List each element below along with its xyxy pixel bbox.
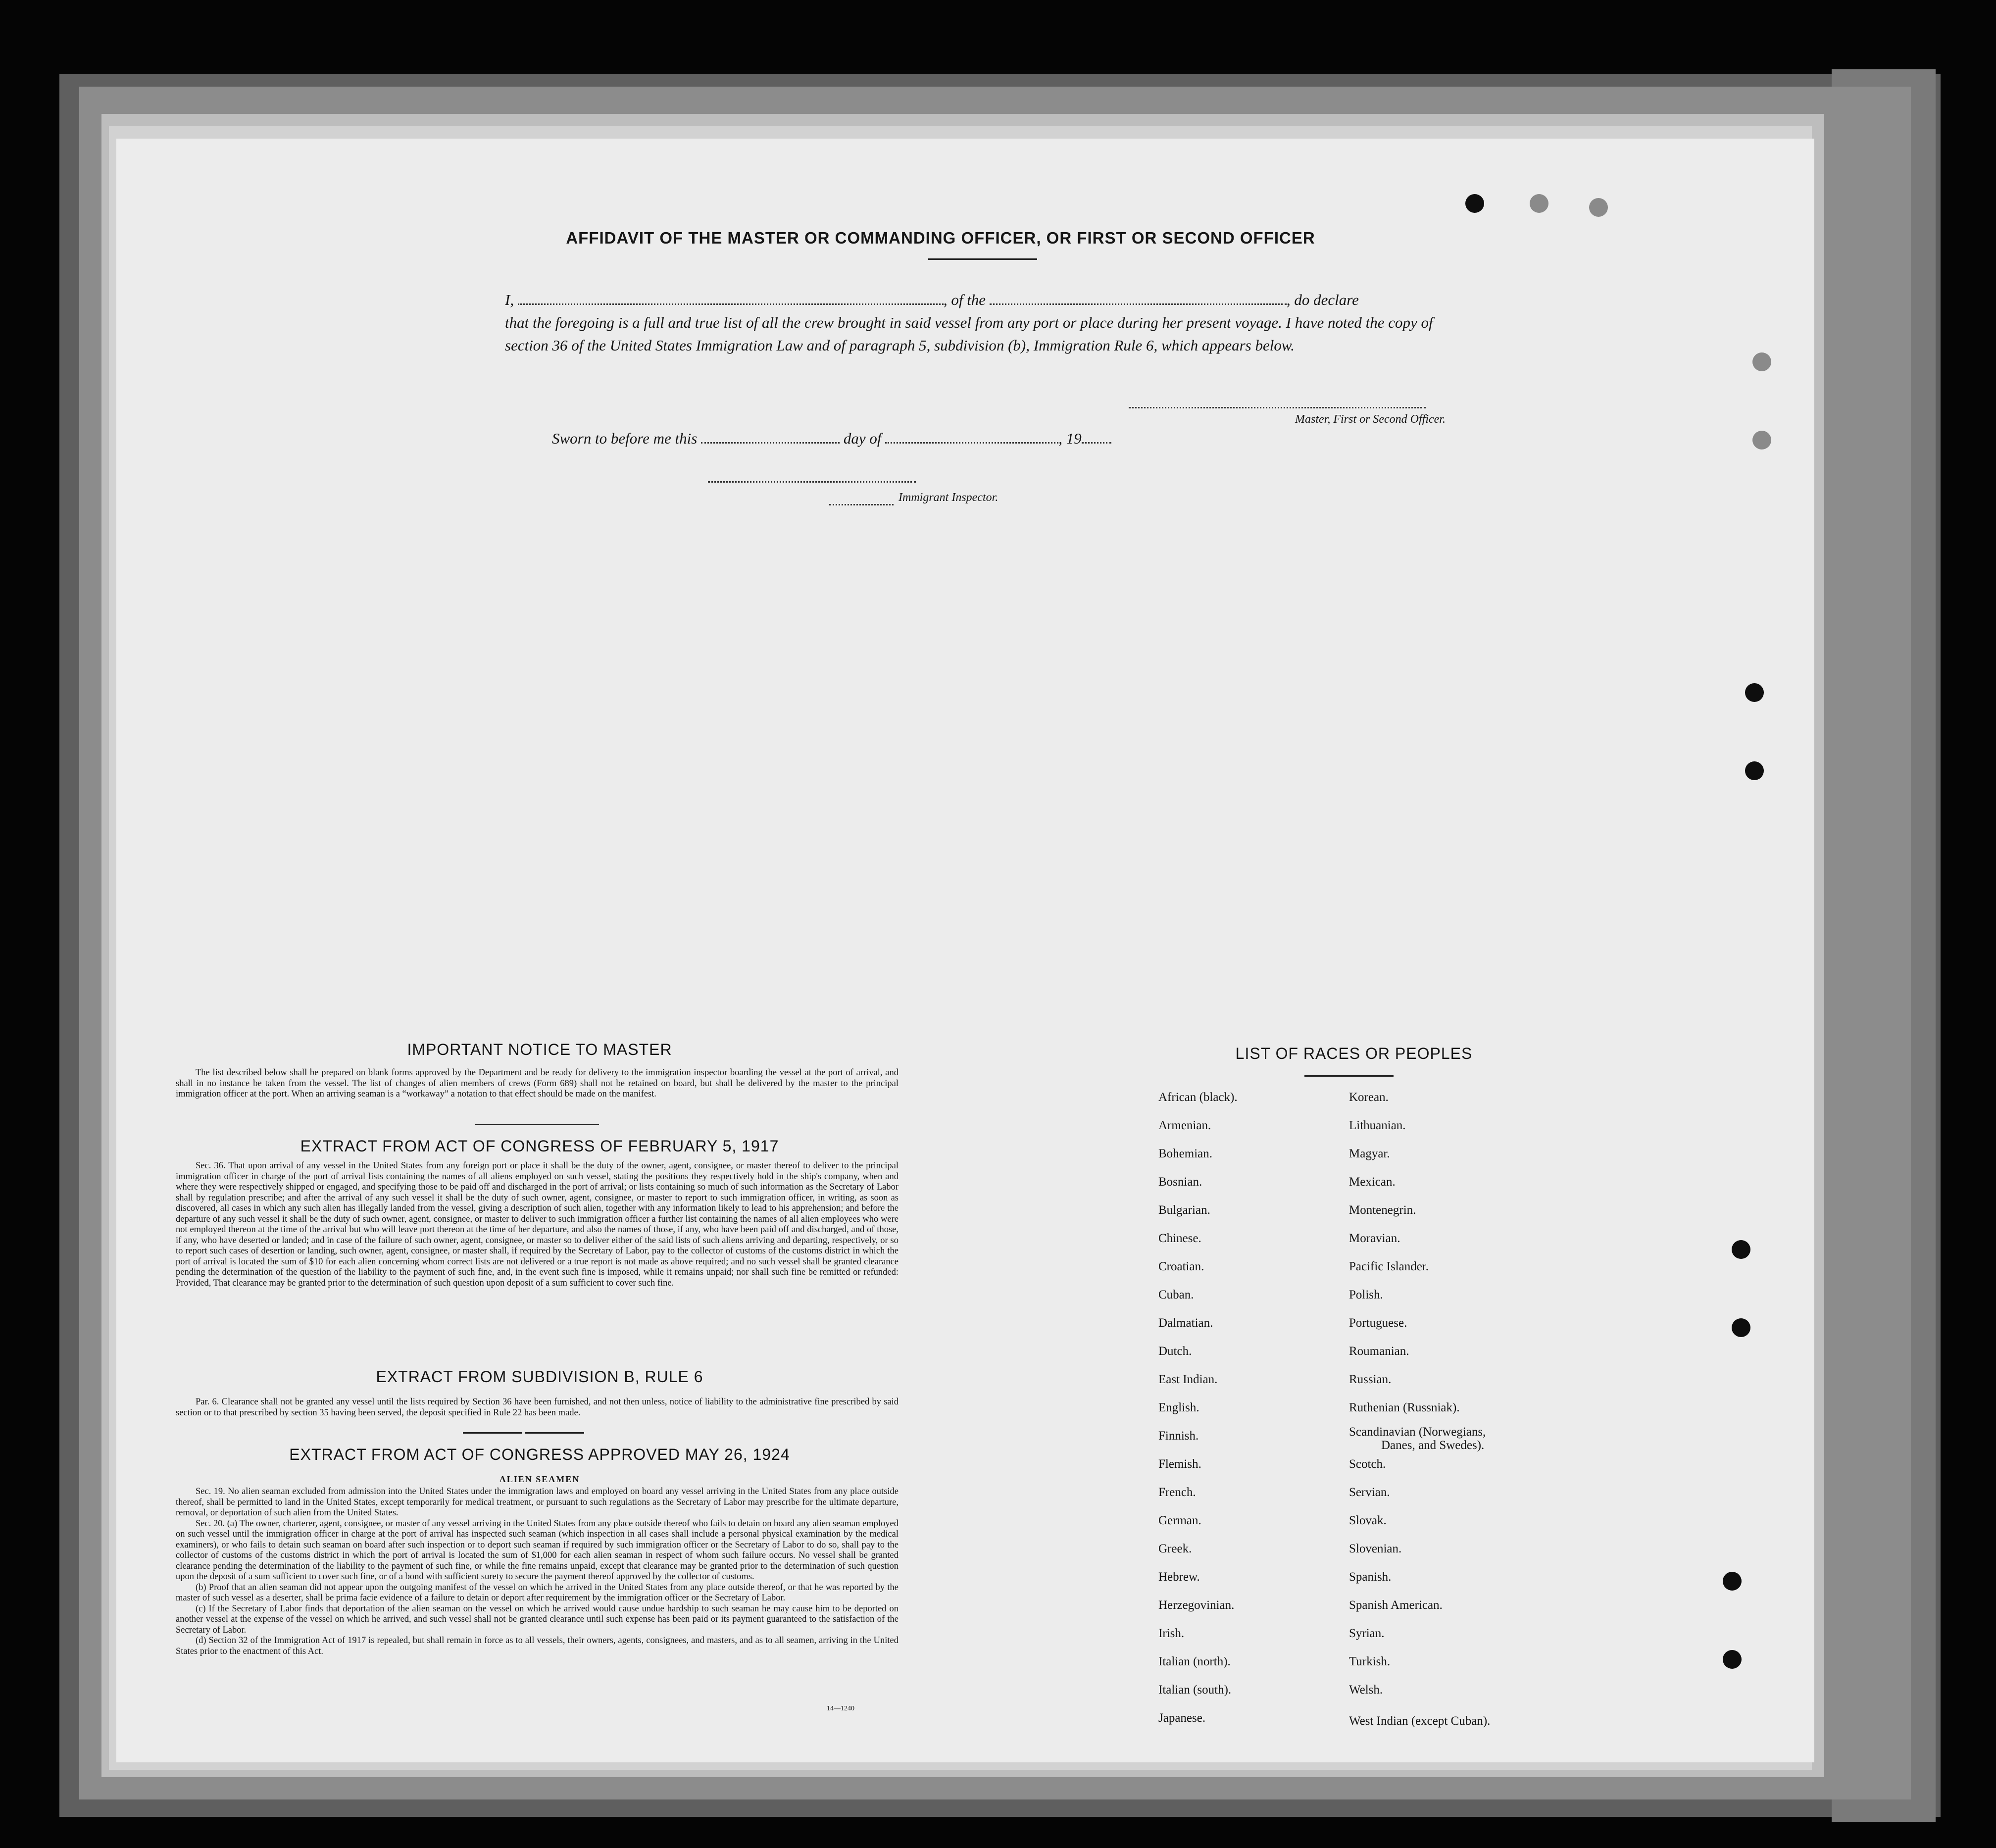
race-item: Roumanian. <box>1349 1345 1409 1358</box>
punch-hole <box>1745 761 1764 780</box>
race-item: Italian (south). <box>1158 1683 1232 1697</box>
sec-20d-text: (d) Section 32 of the Immigration Act of 1917 is repealed, but shall remain in force as to all vessels, their owners, agents, consignees, and masters, and as to all seamen, arriving in the United States prior to the enactment of this Act. <box>176 1636 898 1656</box>
race-item: Pacific Islander. <box>1349 1260 1429 1273</box>
sec-20a-text: Sec. 20. (a) The owner, charterer, agent, consignee, or master of any vessel arriving in the United States from any place outside thereof who fails to detain on board any alien seaman employed on such vessel until the immigration officer in charge at the port of arrival has inspected such seaman (which inspection in all cases shall include a personal physical examination by the medical examiners), or who fails to detain such seaman on board after such inspection or to deport such seaman if required by such immigration officer or the Secretary of Labor to do so, shall pay to the collector of customs of the customs district in which the port of arrival is located the sum of $1,000 for each alien seaman in respect of whom such failure occurs. No vessel shall be granted clearance pending the determination of the liability to the payment of such fine, or while the fine remains unpaid, except that clearance may be granted prior to the determination of such question upon the deposit of a sum sufficient to cover such fine, or of a bond with sufficient surety to secure the payment thereof approved by the collector of customs. <box>176 1518 898 1582</box>
affidavit-title: AFFIDAVIT OF THE MASTER OR COMMANDING OFFICER, OR FIRST OR SECOND OFFICER <box>566 229 1315 247</box>
extract-1924-title: EXTRACT FROM ACT OF CONGRESS APPROVED MAY 26, 1924 <box>289 1446 790 1463</box>
i-label: I, <box>505 291 514 308</box>
race-item: Moravian. <box>1349 1232 1400 1245</box>
race-item: East Indian. <box>1158 1373 1218 1386</box>
of-the-label: , of the <box>943 291 986 308</box>
extract-rule6-block <box>176 1397 898 1418</box>
race-item: Montenegrin. <box>1349 1203 1416 1217</box>
race-item: Servian. <box>1349 1486 1390 1499</box>
races-title: LIST OF RACES OR PEOPLES <box>1235 1045 1473 1062</box>
race-item: Danes, and Swedes). <box>1381 1439 1485 1452</box>
affidavit-first-line <box>505 289 1446 311</box>
race-item: African (black). <box>1158 1091 1238 1104</box>
race-item: Chinese. <box>1158 1232 1201 1245</box>
vessel-blank <box>990 293 1287 305</box>
race-item: Slovenian. <box>1349 1542 1402 1555</box>
race-item: Spanish. <box>1349 1570 1392 1584</box>
inspector-signature-line <box>708 481 916 483</box>
affidavit-statement <box>505 289 1446 357</box>
punch-hole <box>1732 1240 1750 1259</box>
race-item: Greek. <box>1158 1542 1192 1555</box>
notice-text: The list described below shall be prepared on blank forms approved by the Department and be ready for delivery to the immigration inspector boarding the vessel at the port of arrival, and shall in no instance be taken from the vessel. The list of changes of alien members of crews (Form 689) shall not be retained on board, but shall be delivered by the master to the principal immigration officer at the port. When an arriving seaman is a “workaway” a notation to that effect should be made on the manifest. <box>176 1068 898 1099</box>
race-item: Flemish. <box>1158 1457 1201 1471</box>
race-item: French. <box>1158 1486 1196 1499</box>
race-item: Bulgarian. <box>1158 1203 1210 1217</box>
name-blank <box>518 293 944 305</box>
sec-20c-text: (c) If the Secretary of Labor finds that deportation of the alien seaman on the vessel on which he arrived would cause undue hardship to such seaman he may cause him to be deported on another vessel at the expense of the vessel on which he arrived, and such vessel shall not be granted clearance until such expense has been paid or its payment guaranteed to the satisfaction of the Secretary of Labor. <box>176 1603 898 1635</box>
race-item: Polish. <box>1349 1288 1383 1301</box>
section-divider <box>525 1432 584 1434</box>
affidavit-body: that the foregoing is a full and true list of all the crew brought in said vessel from any port or place during her present voyage. I have noted the copy of section 36 of the United States Immigration Law and of paragraph 5, subdivision (b), Immigration Rule 6, which appears below. <box>505 314 1433 354</box>
title-divider <box>928 258 1037 260</box>
extract-1917-title: EXTRACT FROM ACT OF CONGRESS OF FEBRUARY 5, 1917 <box>300 1137 779 1155</box>
race-item: Mexican. <box>1349 1175 1396 1189</box>
punch-hole <box>1589 198 1608 217</box>
race-item: Portuguese. <box>1349 1316 1407 1330</box>
do-declare-label: , do declare <box>1286 291 1359 308</box>
race-item: Irish. <box>1158 1627 1185 1640</box>
race-item: Scandinavian (Norwegians, <box>1349 1425 1486 1439</box>
signature-line <box>1129 407 1426 408</box>
punch-hole <box>1465 194 1484 213</box>
punch-hole <box>1732 1318 1750 1337</box>
race-item: West Indian (except Cuban). <box>1349 1714 1491 1728</box>
race-item: Italian (north). <box>1158 1655 1231 1668</box>
race-item: Bohemian. <box>1158 1147 1213 1160</box>
inspector-signature-line <box>829 504 894 505</box>
race-item: English. <box>1158 1401 1199 1414</box>
sec-20b-text: (b) Proof that an alien seaman did not appear upon the outgoing manifest of the vessel on which he arrived in the United States from any place outside thereof, or that he was reported by the master of such vessel as a deserter, shall be prima facie evidence of a failure to detain or deport after requirement by the immigration officer or the Secretary of Labor. <box>176 1582 898 1603</box>
sworn-prefix: Sworn to before me this <box>552 430 698 447</box>
year-prefix: , 19 <box>1058 430 1082 447</box>
extract-1917-block <box>176 1161 898 1289</box>
race-item: Dutch. <box>1158 1345 1192 1358</box>
section-divider <box>463 1432 522 1434</box>
race-item: Magyar. <box>1349 1147 1390 1160</box>
year-blank <box>1082 431 1111 444</box>
race-item: Bosnian. <box>1158 1175 1202 1189</box>
race-item: Finnish. <box>1158 1429 1199 1443</box>
race-item: German. <box>1158 1514 1201 1527</box>
inspector-label: Immigrant Inspector. <box>898 491 998 504</box>
race-item: Armenian. <box>1158 1119 1211 1132</box>
race-item: Dalmatian. <box>1158 1316 1213 1330</box>
form-number: 14—1240 <box>827 1705 854 1712</box>
race-item: Herzegovinian. <box>1158 1598 1235 1612</box>
punch-hole <box>1752 431 1771 450</box>
punch-hole <box>1723 1650 1742 1669</box>
signature-label: Master, First or Second Officer. <box>1295 413 1446 426</box>
race-item: Lithuanian. <box>1349 1119 1406 1132</box>
race-item: Hebrew. <box>1158 1570 1200 1584</box>
race-item: Russian. <box>1349 1373 1392 1386</box>
alien-seamen-heading: ALIEN SEAMEN <box>499 1474 580 1484</box>
race-item: Spanish American. <box>1349 1598 1443 1612</box>
race-item: Welsh. <box>1349 1683 1383 1697</box>
punch-hole <box>1752 352 1771 371</box>
extract-rule6-title: EXTRACT FROM SUBDIVISION B, RULE 6 <box>376 1368 703 1386</box>
race-item: Slovak. <box>1349 1514 1387 1527</box>
race-item: Turkish. <box>1349 1655 1391 1668</box>
extract-1924-block <box>176 1487 898 1657</box>
month-blank <box>885 431 1058 444</box>
race-item: Japanese. <box>1158 1711 1206 1725</box>
notice-title: IMPORTANT NOTICE TO MASTER <box>407 1041 672 1058</box>
race-item: Scotch. <box>1349 1457 1386 1471</box>
punch-hole <box>1530 194 1548 213</box>
race-item: Korean. <box>1349 1091 1389 1104</box>
race-item: Croatian. <box>1158 1260 1204 1273</box>
notice-text-block <box>176 1068 898 1100</box>
day-blank <box>701 431 840 444</box>
sworn-line <box>552 430 1295 448</box>
section-divider <box>475 1124 599 1125</box>
punch-hole <box>1745 683 1764 702</box>
extract-rule6-text: Par. 6. Clearance shall not be granted any vessel until the lists required by Section 36 have been furnished, and not then unless, notice of liability to the administrative fine prescribed by said section or to that prescribed by section 35 having been served, the deposit specified in Rule 22 has been made. <box>176 1397 898 1418</box>
races-divider <box>1304 1075 1394 1077</box>
race-item: Ruthenian (Russniak). <box>1349 1401 1460 1414</box>
extract-1917-text: Sec. 36. That upon arrival of any vessel in the United States from any foreign port or place it shall be the duty of the owner, agent, consignee, or master thereof to deliver to the principal immigration officer in charge of the port of arrival lists containing the names of all aliens employed on such vessel, stating the positions they respectively hold in the ship's company, when and where they were respectively shipped or engaged, and specifying those to be paid off and discharged in the port of arrival; or lists containing so much of such information as the Secretary of Labor shall by regulation prescribe; and after the arrival of any such vessel it shall be the duty of such owner, agent, consignee, or master to report to such immigration officer, in writing, as soon as discovered, all cases in which any such alien has illegally landed from the vessel, giving a description of such alien, together with any information likely to lead to his apprehension; and before the departure of any such vessel it shall be the duty of such owner, agent, consignee, or master to deliver to such immigration officer a further list containing the names of all alien employees who were not employed thereon at the time of the arrival but who will leave port thereon at the time of her departure, and also the names of those, if any, who have been paid off and discharged, and of those, if any, who have deserted or landed; and in case of the failure of such owner, agent, consignee, or master so to deliver either of the said lists of such aliens arriving and departing, respectively, or so to report such cases of desertion or landing, such owner, agent, consignee, or master shall, if required by the Secretary of Labor, pay to the collector of customs of the customs district in which the port of arrival is located the sum of $10 for each alien concerning whom correct lists are not delivered or a true report is not made as above required; and no such vessel shall be granted clearance pending the determination of the question of the liability to the payment of such fine, and, in the event such fine is imposed, while it remains unpaid; nor shall such fine be remitted or refunded: Provided, That clearance may be granted prior to the determination of such question upon deposit of a sum sufficient to cover such fine. <box>176 1161 898 1288</box>
sec-19-text: Sec. 19. No alien seaman excluded from admission into the United States under the immigration laws and employed on board any vessel arriving in the United States from any place outside thereof, shall be permitted to land in the United States, except temporarily for medical treatment, or pursuant to such regulations as the Secretary of Labor may prescribe for the ultimate departure, removal, or deportation of such alien from the United States. <box>176 1487 898 1518</box>
day-of-label: day of <box>843 430 882 447</box>
punch-hole <box>1723 1572 1742 1591</box>
race-item: Cuban. <box>1158 1288 1194 1301</box>
race-item: Syrian. <box>1349 1627 1385 1640</box>
